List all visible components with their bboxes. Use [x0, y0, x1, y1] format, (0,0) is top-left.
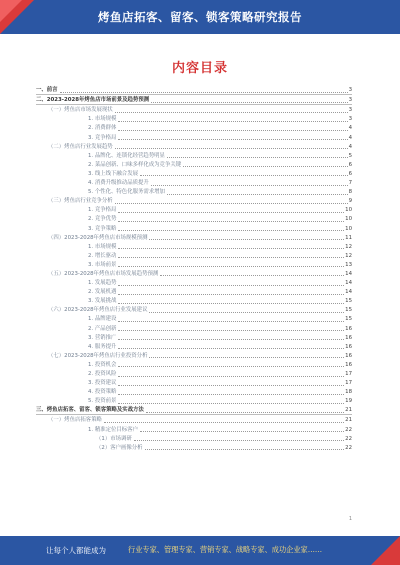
- toc-entry-title: （1）市场调研: [96, 435, 132, 442]
- toc-dot-leader: [118, 330, 344, 331]
- toc-entry[interactable]: [36, 233, 352, 242]
- toc-dot-leader: [118, 403, 344, 404]
- toc-entry[interactable]: [36, 151, 352, 160]
- toc-entry-title: （六）2023-2028年烤鱼店行业发展建议: [48, 307, 148, 314]
- toc-entry-title: 二、2023-2028年烤鱼店市场前景及趋势预测: [36, 97, 150, 104]
- toc-entry-title: （三）烤鱼店行业竞争分析: [48, 198, 113, 205]
- toc-entry[interactable]: [36, 305, 352, 314]
- toc-entry-title: 3. 竞争格局: [88, 134, 117, 141]
- toc-entry-page: 16: [345, 361, 352, 368]
- toc-entry[interactable]: [36, 333, 352, 342]
- toc-entry[interactable]: [36, 214, 352, 223]
- toc-entry-title: 1. 品牌化、连锁化经营趋势明显: [88, 152, 165, 159]
- toc-entry-title: 4. 消费升级推动品质提升: [88, 180, 149, 187]
- footer-banner: [0, 536, 400, 565]
- toc-entry-title: 3. 营销推广: [88, 334, 117, 341]
- toc-dot-leader: [118, 130, 347, 131]
- toc-dot-leader: [118, 121, 347, 122]
- toc-dot-leader: [118, 266, 344, 267]
- page-number: 1: [348, 516, 352, 522]
- toc-entry-title: 4. 服务提升: [88, 343, 117, 350]
- toc-entry-title: （一）烤鱼店拓客策略: [48, 417, 102, 424]
- toc-entry[interactable]: [36, 160, 352, 169]
- toc-entry-page: 3: [348, 87, 352, 94]
- toc-dot-leader: [118, 230, 344, 231]
- toc-entry[interactable]: [36, 196, 352, 205]
- toc-entry[interactable]: [36, 242, 352, 251]
- toc-dot-leader: [118, 285, 344, 286]
- toc-entry-title: 3. 竞争策略: [88, 225, 117, 232]
- toc-entry-title: 1. 竞争格局: [88, 207, 117, 214]
- toc-dot-leader: [118, 303, 344, 304]
- report-header-banner: [0, 0, 400, 34]
- toc-dot-leader: [118, 394, 344, 395]
- toc-entry-title: 2. 消费群体: [88, 125, 117, 132]
- toc-entry-page: 4: [348, 143, 352, 150]
- toc-entry-page: 4: [348, 125, 352, 132]
- toc-entry[interactable]: [36, 314, 352, 323]
- toc-entry-title: 1. 市场规模: [88, 116, 117, 123]
- toc-entry-title: 三、烤鱼店拓客、留客、锁客策略及实战方法: [36, 407, 144, 414]
- toc-entry[interactable]: [36, 415, 352, 424]
- toc-entry-title: 2. 增长驱动: [88, 252, 117, 259]
- toc-entry[interactable]: [36, 269, 352, 278]
- toc-entry-page: 22: [345, 435, 352, 442]
- toc-entry[interactable]: [36, 443, 352, 452]
- toc-entry-page: 14: [345, 280, 352, 287]
- table-of-contents: [36, 85, 352, 452]
- toc-entry-page: 6: [348, 170, 352, 177]
- toc-entry-title: 1. 投资机会: [88, 361, 117, 368]
- toc-entry-page: 14: [345, 270, 352, 277]
- toc-entry-page: 16: [345, 334, 352, 341]
- footer-red-corner: [371, 536, 400, 565]
- toc-entry-page: 16: [345, 343, 352, 350]
- toc-entry-page: 8: [348, 189, 352, 196]
- toc-entry[interactable]: [36, 132, 352, 141]
- toc-entry-title: 2. 投资风险: [88, 371, 117, 377]
- toc-entry-title: 1. 市场规模: [88, 243, 117, 250]
- toc-dot-leader: [118, 366, 344, 367]
- toc-entry-title: 2. 产品创新: [88, 325, 117, 332]
- toc-entry-page: 12: [345, 243, 352, 250]
- toc-entry-page: 22: [345, 444, 352, 451]
- toc-dot-leader: [149, 239, 344, 240]
- toc-entry-title: （二）烤鱼店行业发展趋势: [48, 143, 113, 150]
- toc-entry-page: 16: [345, 352, 352, 359]
- report-title: 烤鱼店拓客、留客、锁客策略研究报告: [98, 10, 302, 24]
- toc-dot-leader: [145, 449, 345, 450]
- toc-entry-page: 6: [348, 161, 352, 168]
- footer-slogan-roles: 行业专家、管理专家、营销专家、战略专家、成功企业家……: [128, 545, 323, 554]
- toc-dot-leader: [118, 139, 347, 140]
- toc-entry[interactable]: [36, 169, 352, 178]
- toc-entry[interactable]: [36, 351, 352, 360]
- toc-entry[interactable]: [36, 95, 352, 105]
- toc-entry-title: 一、前言: [36, 87, 58, 94]
- toc-dot-leader: [115, 203, 348, 204]
- toc-entry-page: 21: [345, 407, 352, 414]
- toc-entry-title: （一）烤鱼店市场发展现状: [48, 107, 113, 114]
- toc-dot-leader: [140, 431, 344, 432]
- toc-entry-title: 2. 竞争优势: [88, 216, 117, 223]
- toc-dot-leader: [118, 385, 344, 386]
- toc-entry[interactable]: [36, 405, 352, 415]
- footer-slogan-lead: 让每个人都能成为: [46, 546, 106, 555]
- toc-dot-leader: [118, 248, 344, 249]
- toc-entry-title: 5. 投资前景: [88, 398, 117, 405]
- toc-entry[interactable]: [36, 114, 352, 123]
- toc-entry-page: 19: [345, 398, 352, 405]
- toc-entry-page: 17: [345, 380, 352, 387]
- toc-entry-title: 2. 发展机遇: [88, 289, 117, 296]
- toc-dot-leader: [118, 376, 344, 377]
- toc-entry[interactable]: [36, 251, 352, 260]
- toc-entry[interactable]: [36, 142, 352, 151]
- toc-entry-title: （2）客户画像分析: [96, 444, 143, 451]
- toc-dot-leader: [118, 221, 344, 222]
- toc-entry[interactable]: [36, 105, 352, 114]
- toc-entry[interactable]: [36, 378, 352, 387]
- toc-entry-title: 3. 投资建议: [88, 380, 117, 387]
- toc-dot-leader: [118, 339, 344, 340]
- toc-entry-page: 13: [345, 261, 352, 268]
- toc-entry[interactable]: [36, 434, 352, 443]
- toc-entry[interactable]: [36, 187, 352, 196]
- toc-entry-title: （七）2023-2028年烤鱼店行业投资分析: [48, 352, 148, 359]
- toc-dot-leader: [104, 422, 344, 423]
- toc-dot-leader: [151, 185, 348, 186]
- toc-entry-page: 17: [345, 371, 352, 377]
- toc-entry-page: 10: [345, 225, 352, 232]
- toc-entry[interactable]: [36, 123, 352, 132]
- toc-entry-page: 22: [345, 426, 352, 433]
- toc-entry[interactable]: [36, 260, 352, 269]
- toc-entry[interactable]: [36, 178, 352, 187]
- toc-entry-page: 11: [345, 234, 352, 241]
- toc-entry-page: 12: [345, 252, 352, 259]
- toc-entry-page: 10: [345, 216, 352, 223]
- toc-entry-page: 5: [348, 152, 352, 159]
- toc-dot-leader: [160, 275, 344, 276]
- toc-entry-title: 5. 个性化、特色化服务需求增加: [88, 189, 165, 196]
- toc-dot-leader: [167, 194, 348, 195]
- toc-entry[interactable]: [36, 323, 352, 332]
- toc-dot-leader: [146, 412, 344, 413]
- toc-dot-leader: [118, 321, 344, 322]
- toc-entry-title: 1. 精准定位目标客户: [88, 426, 138, 433]
- toc-dot-leader: [115, 148, 348, 149]
- toc-entry-page: 4: [348, 134, 352, 141]
- toc-dot-leader: [118, 257, 344, 258]
- toc-dot-leader: [115, 112, 348, 113]
- toc-dot-leader: [149, 357, 344, 358]
- toc-entry-page: 15: [345, 307, 352, 314]
- toc-entry-page: 3: [348, 107, 352, 114]
- toc-entry[interactable]: [36, 369, 352, 378]
- toc-entry[interactable]: [36, 278, 352, 287]
- toc-dot-leader: [60, 92, 348, 93]
- toc-dot-leader: [183, 166, 347, 167]
- toc-entry[interactable]: [36, 342, 352, 351]
- toc-entry-page: 3: [348, 116, 352, 123]
- toc-entry-page: 21: [345, 417, 352, 424]
- toc-entry-page: 14: [345, 289, 352, 296]
- toc-entry[interactable]: [36, 223, 352, 232]
- toc-entry[interactable]: [36, 360, 352, 369]
- toc-dot-leader: [151, 102, 347, 103]
- toc-dot-leader: [134, 440, 344, 441]
- toc-entry-title: 3. 线上线下融合发展: [88, 170, 138, 177]
- toc-entry-title: （五）2023-2028年烤鱼店市场发展趋势预测: [48, 270, 159, 277]
- toc-entry[interactable]: [36, 296, 352, 305]
- toc-entry[interactable]: [36, 396, 352, 405]
- toc-entry-title: （四）2023-2028年烤鱼店市场规模预测: [48, 234, 148, 241]
- toc-entry[interactable]: [36, 85, 352, 95]
- toc-entry-page: 18: [345, 389, 352, 396]
- toc-entry-title: 1. 品牌建设: [88, 316, 117, 323]
- toc-entry-page: 7: [348, 180, 352, 187]
- toc-entry[interactable]: [36, 387, 352, 396]
- toc-dot-leader: [167, 157, 348, 158]
- toc-dot-leader: [140, 175, 348, 176]
- toc-entry[interactable]: [36, 424, 352, 433]
- toc-entry-page: 3: [348, 97, 352, 104]
- toc-dot-leader: [118, 212, 344, 213]
- toc-entry-title: 4. 投资策略: [88, 389, 117, 396]
- toc-entry-page: 9: [348, 198, 352, 205]
- toc-entry-page: 16: [345, 325, 352, 332]
- toc-entry-title: 3. 市场前景: [88, 261, 117, 268]
- toc-entry-page: 15: [345, 316, 352, 323]
- toc-dot-leader: [149, 312, 344, 313]
- toc-entry[interactable]: [36, 205, 352, 214]
- toc-entry-title: 3. 发展挑战: [88, 298, 117, 305]
- toc-dot-leader: [118, 348, 344, 349]
- toc-entry-title: 2. 菜品创新、口味多样化成为竞争关键: [88, 161, 182, 168]
- toc-entry-page: 15: [345, 298, 352, 305]
- toc-entry-title: 1. 发展趋势: [88, 280, 117, 287]
- toc-dot-leader: [118, 294, 344, 295]
- toc-heading: 内容目录: [171, 61, 228, 76]
- toc-entry-page: 10: [345, 207, 352, 214]
- toc-entry[interactable]: [36, 287, 352, 296]
